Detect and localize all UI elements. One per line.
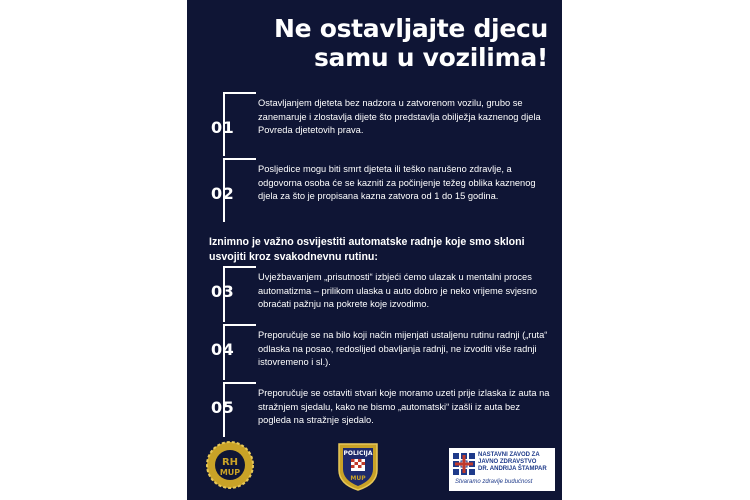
divider-horizontal (223, 158, 256, 160)
zavod-name (478, 452, 547, 473)
item-text: Preporučuje se na bilo koji način mijenjati ustaljenu rutinu radnji („ruta“ odlaska na posao, redoslijed obavljanja radnji, ne izvoditi više radnji istovremeno i sl.). (258, 330, 548, 367)
divider-horizontal (223, 266, 256, 268)
intro-text: Iznimno je važno osvijestiti automatske radnje koje smo skloni usvojiti kroz svakodnevnu rutinu: (209, 236, 525, 263)
zavod-logo (449, 448, 555, 491)
item-text: Uvježbavanjem „prisutnosti“ izbjeći ćemo ulazak u mentalni proces automatizma – prilikom ulaska u auto dobro je neko vrijeme svjesno obraćati pažnju na pokrete koje izvodimo. (258, 272, 538, 309)
policija-badge (335, 440, 381, 492)
zavod-tagline: Stvaramo zdravlje budućnost (455, 479, 533, 485)
policija-badge-top: POLICIJA (343, 450, 373, 457)
divider-horizontal (223, 382, 256, 384)
item-text: Preporučuje se ostaviti stvari koje moramo uzeti prije izlaska iz auta na stražnjem sjedalu, kako ne bismo „automatski“ izašli iz auta bez pogleda na stražnje sjedalo. (258, 388, 550, 425)
title-line-2: samu u vozilima! (313, 43, 548, 72)
zavod-line-2: JAVNO ZDRAVSTVO (478, 459, 537, 465)
item-number: 03 (211, 282, 235, 301)
mup-logo-top: RH (221, 457, 239, 468)
zavod-line-1: NASTAVNI ZAVOD ZA (478, 452, 540, 458)
item-text: Posljedice mogu biti smrt djeteta ili teško narušeno zdravlje, a odgovorna osoba će se kazniti za počinjenje težeg oblika kaznenog djela za što je propisana kazna zatvora od 1 do 15 godina. (258, 164, 536, 201)
poster-title (208, 14, 548, 72)
item-number: 01 (211, 118, 235, 137)
item-text: Ostavljanjem djeteta bez nadzora u zatvorenom vozilu, grubo se zanemaruje i zlostavlja dijete što predstavlja obilježja kaznenog djela Povreda djetetovih prava. (258, 98, 541, 135)
list-item-02 (205, 158, 550, 222)
zavod-line-3: DR. ANDRIJA ŠTAMPAR (478, 466, 547, 472)
list-item-03 (205, 266, 550, 322)
mup-logo-icon (205, 440, 255, 490)
item-number: 02 (211, 184, 235, 203)
list-item-01 (205, 92, 550, 156)
zavod-cross-icon (453, 453, 475, 475)
title-line-1: Ne ostavljajte djecu (274, 14, 548, 43)
policija-badge-icon (335, 440, 381, 492)
divider-horizontal (223, 324, 256, 326)
poster (187, 0, 562, 500)
policija-badge-bottom: MUP (350, 475, 366, 482)
mup-logo-bottom: MUP (219, 468, 241, 477)
mup-logo (205, 440, 255, 490)
list-item-05 (205, 382, 550, 437)
item-number: 04 (211, 340, 235, 359)
item-number: 05 (211, 398, 235, 417)
divider-horizontal (223, 92, 256, 94)
list-item-04 (205, 324, 550, 380)
